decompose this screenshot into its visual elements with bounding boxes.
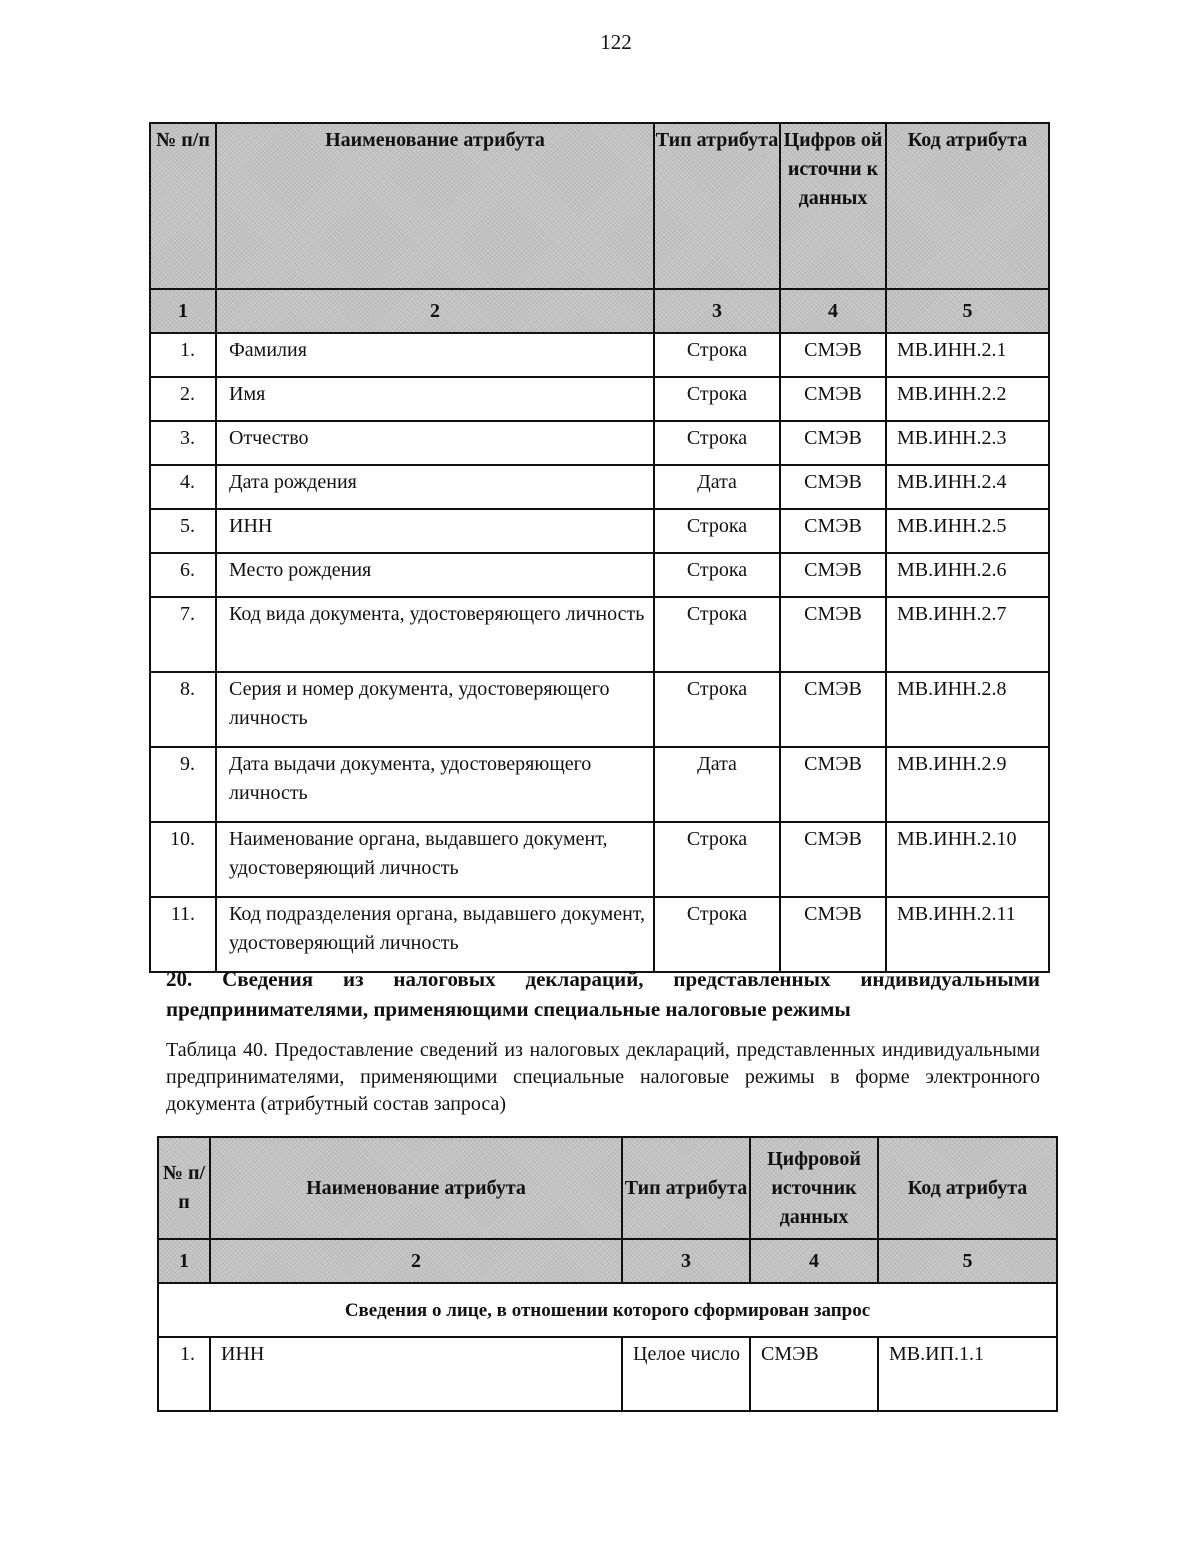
row-number: 1. [150,333,216,377]
table-row [150,333,1049,377]
row-number: 8. [150,672,216,747]
data-source: СМЭВ [780,509,886,553]
attribute-code: МВ.ИНН.2.11 [886,897,1049,972]
data-source: СМЭВ [780,465,886,509]
column-number: 4 [780,289,886,333]
table-header-row [158,1137,1057,1239]
data-source: СМЭВ [780,897,886,972]
attribute-name: ИНН [210,1337,622,1411]
row-number: 10. [150,822,216,897]
column-number: 1 [158,1239,210,1283]
attribute-name: Фамилия [216,333,654,377]
table-row [158,1337,1057,1411]
attribute-type: Дата [654,465,780,509]
attribute-code: МВ.ИНН.2.7 [886,597,1049,672]
attribute-table-tax-declarations [157,1136,1058,1412]
column-number: 2 [216,289,654,333]
attribute-name: Дата выдачи документа, удостоверяющего личность [216,747,654,822]
header-name: Наименование атрибута [210,1137,622,1239]
table-caption: Таблица 40. Предоставление сведений из налоговых деклараций, представленных индивидуальными предпринимателями, применяющими специальные налоговые режимы в форме электронного документа (атрибутный состав запроса) [166,1039,1040,1115]
attribute-code: МВ.ИНН.2.10 [886,822,1049,897]
row-number: 6. [150,553,216,597]
attribute-type: Строка [654,672,780,747]
header-num: № п/п [150,123,216,289]
attribute-type: Строка [654,421,780,465]
attribute-name: Наименование органа, выдавшего документ, удостоверяющий личность [216,822,654,897]
table-row [150,421,1049,465]
data-source: СМЭВ [780,421,886,465]
table-row [150,897,1049,972]
row-number: 9. [150,747,216,822]
table-row [150,747,1049,822]
header-type: Тип атрибута [654,123,780,289]
column-number: 5 [886,289,1049,333]
attribute-code: МВ.ИНН.2.8 [886,672,1049,747]
attribute-type: Строка [654,597,780,672]
row-number: 7. [150,597,216,672]
attribute-type: Строка [654,333,780,377]
attribute-type: Строка [654,509,780,553]
attribute-name: Отчество [216,421,654,465]
column-number: 2 [210,1239,622,1283]
column-number: 3 [654,289,780,333]
row-number: 2. [150,377,216,421]
attribute-name: Место рождения [216,553,654,597]
attribute-type: Строка [654,377,780,421]
attribute-name: ИНН [216,509,654,553]
section-title: 20. Сведения из налоговых деклараций, представленных индивидуальными предпринимателями, применяющими специальные налоговые режимы [166,967,1040,1021]
header-type: Тип атрибута [622,1137,750,1239]
data-source: СМЭВ [780,597,886,672]
data-source: СМЭВ [780,822,886,897]
header-code: Код атрибута [878,1137,1057,1239]
table-row [150,822,1049,897]
header-code: Код атрибута [886,123,1049,289]
column-number: 4 [750,1239,878,1283]
data-source: СМЭВ [750,1337,878,1411]
table-row [150,509,1049,553]
attribute-code: МВ.ИНН.2.2 [886,377,1049,421]
attribute-code: МВ.ИНН.2.4 [886,465,1049,509]
attribute-table-inn [149,122,1050,973]
row-number: 5. [150,509,216,553]
table-row [150,553,1049,597]
attribute-name: Дата рождения [216,465,654,509]
table-row [150,672,1049,747]
attribute-type: Строка [654,822,780,897]
table-row [150,597,1049,672]
attribute-code: МВ.ИНН.2.1 [886,333,1049,377]
attribute-type: Дата [654,747,780,822]
group-title: Сведения о лице, в отношении которого сформирован запрос [158,1283,1057,1337]
attribute-type: Строка [654,553,780,597]
table-row [150,465,1049,509]
column-number: 5 [878,1239,1057,1283]
attribute-code: МВ.ИП.1.1 [878,1337,1057,1411]
group-row [158,1283,1057,1337]
attribute-code: МВ.ИНН.2.5 [886,509,1049,553]
data-source: СМЭВ [780,672,886,747]
column-number-row [150,289,1049,333]
header-source: Цифров ой источни к данных [780,123,886,289]
row-number: 11. [150,897,216,972]
data-source: СМЭВ [780,747,886,822]
attribute-type: Целое число [622,1337,750,1411]
page-number: 122 [600,30,632,54]
data-source: СМЭВ [780,377,886,421]
column-number-row [158,1239,1057,1283]
attribute-type: Строка [654,897,780,972]
attribute-name: Серия и номер документа, удостоверяющего личность [216,672,654,747]
table-header-row [150,123,1049,289]
header-name: Наименование атрибута [216,123,654,289]
data-source: СМЭВ [780,553,886,597]
column-number: 3 [622,1239,750,1283]
row-number: 1. [158,1337,210,1411]
row-number: 3. [150,421,216,465]
attribute-code: МВ.ИНН.2.3 [886,421,1049,465]
attribute-name: Код подразделения органа, выдавшего документ, удостоверяющий личность [216,897,654,972]
header-source: Цифровой источник данных [750,1137,878,1239]
header-num: № п/п [158,1137,210,1239]
attribute-code: МВ.ИНН.2.6 [886,553,1049,597]
attribute-name: Код вида документа, удостоверяющего личность [216,597,654,672]
table-row [150,377,1049,421]
column-number: 1 [150,289,216,333]
row-number: 4. [150,465,216,509]
attribute-code: МВ.ИНН.2.9 [886,747,1049,822]
attribute-name: Имя [216,377,654,421]
data-source: СМЭВ [780,333,886,377]
